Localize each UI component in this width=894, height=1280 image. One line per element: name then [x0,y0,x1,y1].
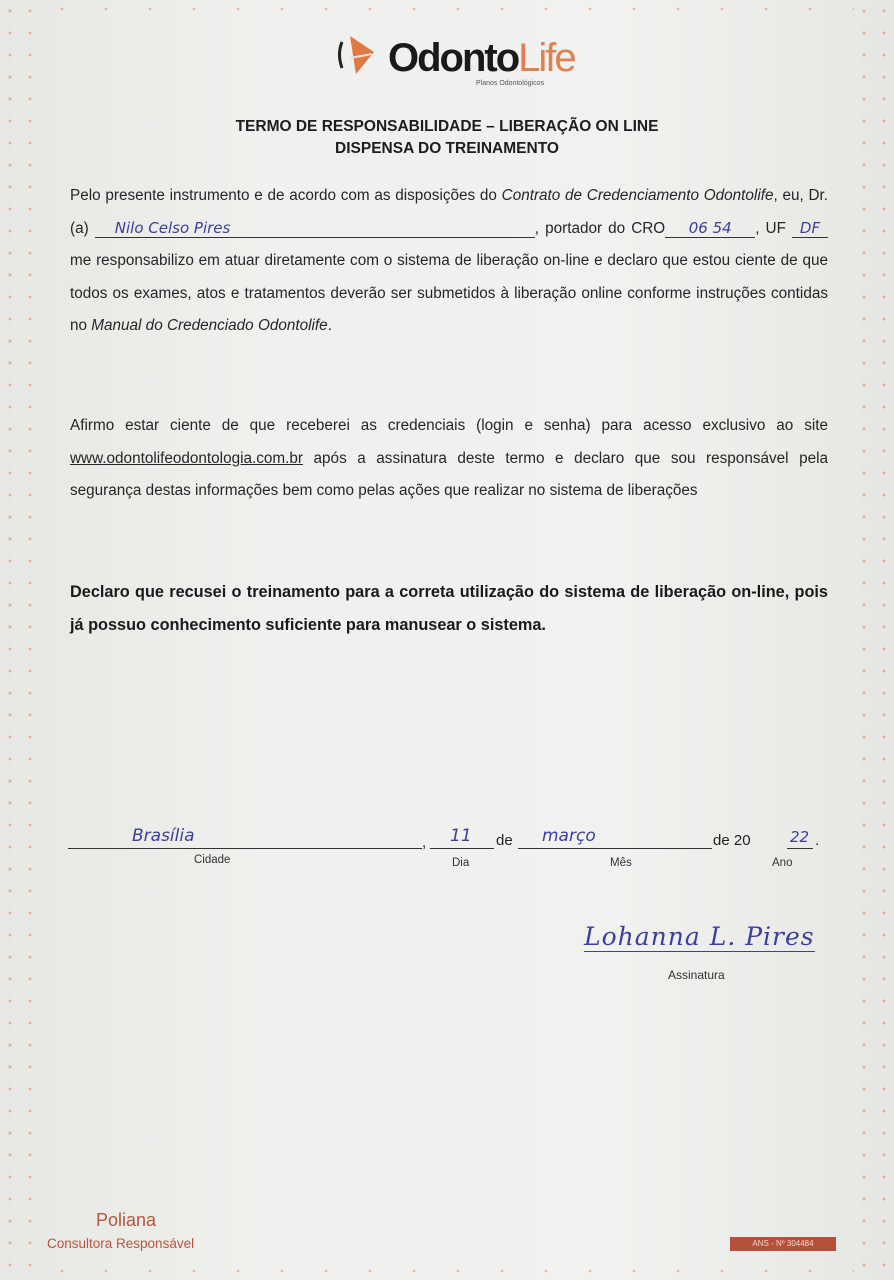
document-subtitle: DISPENSA DO TREINAMENTO [335,140,559,157]
logo-mark-icon [336,34,376,78]
consultant-name: Poliana [96,1210,157,1230]
city-label: Cidade [194,854,231,866]
paragraph-1: Pelo presente instrumento e de acordo com as disposições do Contrato de Credenciamento Odontolife, eu, Dr.(a) Nilo Celso Pires , portador do CRO 06 54 , UF DF me responsabilizo em atuar diretamente com o sistema de liberação on-line e declaro que estou ciente de que todos os exames, atos e tratamentos deverão ser submetidos à liberação online conforme instruções contidas no Manual do Credenciado Odontolife. [70,187,828,334]
decorative-dots-right [854,0,894,1280]
decorative-dots-bottom [40,1262,854,1280]
de-text-2: de 20 [713,832,751,849]
paragraph-3-declaration: Declaro que recusei o treinamento para a correta utilização do sistema de liberação on-line, pois já possuo conhecimento suficiente para manusear o sistema. [70,583,828,634]
day-label: Dia [452,857,470,869]
signature[interactable]: Lohanna L. Pires [584,922,815,951]
odontolife-logo [336,30,576,92]
logo-tagline: Planos Odontológicos [476,80,545,87]
year-field[interactable]: 22 [790,828,810,846]
day-field[interactable]: 11 [450,826,472,846]
document-title: TERMO DE RESPONSABILIDADE – LIBERAÇÃO ON LINE [235,118,659,135]
consultant-role: Consultora Responsável [47,1236,195,1251]
cro-field[interactable]: 06 54 [665,219,755,238]
signature-label: Assinatura [668,968,725,982]
day-line [430,848,494,849]
decorative-dots-left [0,0,40,1280]
month-line [518,848,712,849]
city-field[interactable]: Brasília [132,826,195,846]
doctor-name-field[interactable]: Nilo Celso Pires [95,219,535,238]
comma: , [422,834,427,851]
city-line [68,848,422,849]
decorative-dots-top [40,0,854,18]
ans-badge: ANS - Nº 304484 [730,1237,836,1251]
year-label: Ano [772,857,793,869]
de-text-1: de [496,832,513,849]
uf-field[interactable]: DF [792,219,828,238]
logo-wordmark: OdontoLife [388,36,575,80]
month-label: Mês [610,857,632,869]
month-field[interactable]: março [542,826,596,846]
period: . [815,832,820,849]
paragraph-2: Afirmo estar ciente de que receberei as credenciais (login e senha) para acesso exclusivo ao site www.odontolifeodontologia.com.br após a assinatura deste termo e declaro que sou responsável pela segurança destas informações bem como pelas ações que realizar no sistema de liberações [70,417,828,499]
website-link[interactable]: www.odontolifeodontologia.com.br [70,449,303,467]
year-line [787,848,813,849]
